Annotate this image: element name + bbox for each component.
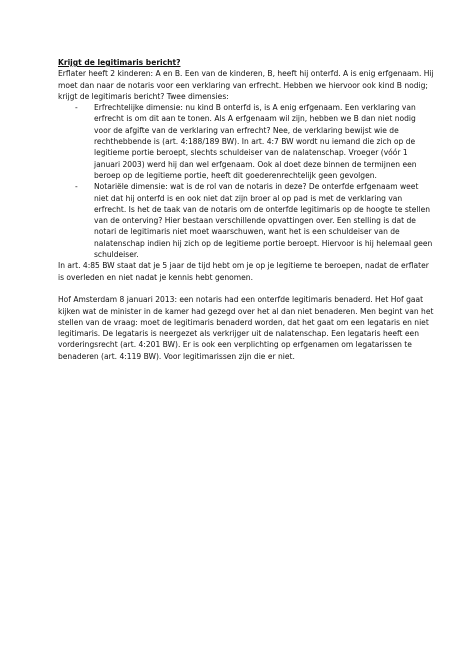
paragraph-spacer [58,283,434,294]
closing-paragraph: In art. 4:85 BW staat dat je 5 jaar de tijd hebt om je op je legitieme te beroepen, nadat de erflater is overleden en niet nadat je kennis hebt genomen. [58,261,429,282]
section-title: Krijgt de legitimaris bericht? [58,58,181,67]
list-bullet: - [75,103,78,113]
dimension-item-erfrechtelijk [75,102,434,181]
dimension-text: Erfrechtelijke dimensie: nu kind B onterfd is, is A enig erfgenaam. Een verklaring van erfrecht is om dit aan te tonen. Als A erfgenaam wil zijn, hebben we B dan niet nodig voor de afgifte van de verklaring van erfrecht? Nee, de verklaring bewijst wie de rechthebbende is (art. 4:188/189 BW). In art. 4:7 BW wordt nu iemand die zich op de legitieme portie beroept, slechts schuldeiser van de nalatenschap. Vroeger (vóór 1 januari 2003) werd hij dan wel erfgenaam. Ook al doet deze binnen de termijnen een beroep op de legitieme portie, heeft dit goederenrechtelijk geen gevolgen. [94,103,417,180]
dimension-item-notarieel [75,181,434,260]
list-bullet: - [75,182,78,192]
intro-paragraph: Erflater heeft 2 kinderen: A en B. Een van de kinderen, B, heeft hij onterfd. A is enig erfgenaam. Hij moet dan naar de notaris voor een verklaring van erfrecht. Hebben we hiervoor ook kind B nodig; krijgt de legitimaris bericht? Twee dimensies: [58,69,434,101]
case-paragraph: Hof Amsterdam 8 januari 2013: een notaris had een onterfde legitimaris benaderd. Het Hof gaat kijken wat de minister in de kamer had gezegd over het al dan niet benaderen. Men begint van het stellen van de vraag: moet de legitimaris benaderd worden, dat het gaat om een legataris en niet legitimaris. De legataris is neergezet als verkrijger uit de nalatenschap. Een legataris heeft een vorderingsrecht (art. 4:201 BW). Er is ook een verplichting op erfgenamen om legatarissen te benaderen (art. 4:119 BW). Voor legitimarissen zijn die er niet. [58,295,434,361]
dimensions-list [58,102,434,260]
dimension-text: Notariële dimensie: wat is de rol van de notaris in deze? De onterfde erfgenaam weet niet dat hij onterfd is en ook niet dat zijn broer al op pad is met de verklaring van erfrecht. Is het de taak van de notaris om de onterfde legitimaris op de hoogte te stellen van de onterving? Hier bestaan verschillende opvattingen over. Een stelling is dat de notari de legitimaris niet moet waarschuwen, want het is een schuldeiser van de nalatenschap indien hij zich op de legitieme portie beroept. Hiervoor is hij helemaal geen schuldeiser. [94,182,433,260]
